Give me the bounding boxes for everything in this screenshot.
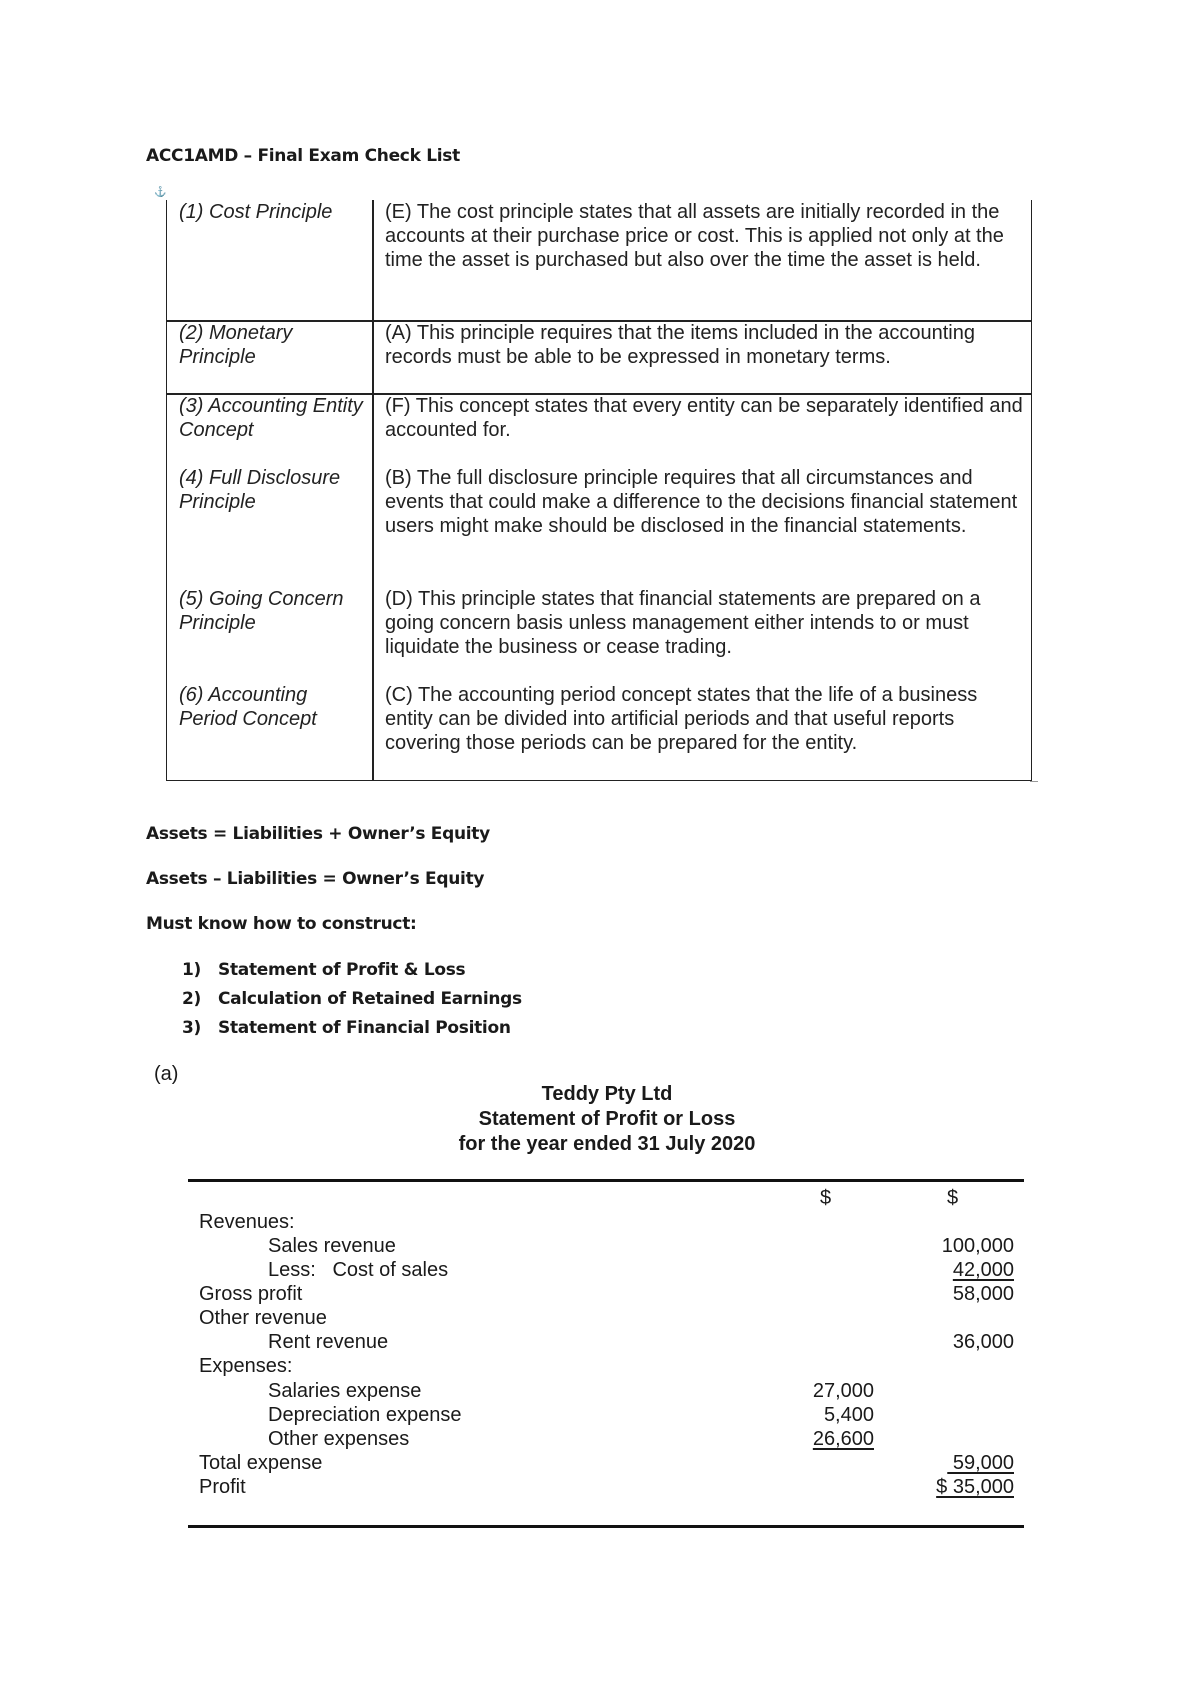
- statement-row: [188, 1258, 1024, 1282]
- part-label: (a): [154, 1063, 179, 1085]
- accounting-equation: Assets = Liabilities + Owner’s Equity: [146, 824, 490, 844]
- row-total: 58,000: [952, 1283, 1014, 1305]
- row-label: Revenues:: [199, 1211, 295, 1233]
- statement-row: [188, 1210, 1024, 1234]
- principle-definition: (F) This concept states that every entity can be separately identified and accounted for.: [385, 395, 1023, 441]
- page-title: ACC1AMD – Final Exam Check List: [146, 146, 460, 166]
- row-amount: 26,600: [812, 1428, 874, 1450]
- row-label: Less: Cost of sales: [268, 1259, 449, 1281]
- statement-title: Statement of Profit or Loss: [478, 1108, 736, 1130]
- statement-row: [188, 1451, 1024, 1475]
- row-total: $ 35,000: [936, 1476, 1014, 1498]
- principle-term: (5) Going Concern Principle: [179, 588, 344, 634]
- row-label: Expenses:: [199, 1355, 293, 1377]
- list-item: [182, 960, 465, 980]
- row-label: Depreciation expense: [268, 1404, 462, 1426]
- row-total: 42,000: [952, 1259, 1014, 1281]
- list-text: Statement of Financial Position: [218, 1018, 511, 1038]
- row-label: Other expenses: [268, 1428, 410, 1450]
- statement-company: Teddy Pty Ltd: [541, 1083, 673, 1105]
- statement-row: [188, 1306, 1024, 1330]
- currency-header: $: [820, 1187, 832, 1209]
- list-number: 2): [182, 989, 201, 1009]
- principles-table: [166, 200, 1032, 781]
- row-label: Total expense: [199, 1452, 323, 1474]
- statement-row: [188, 1379, 1024, 1403]
- must-know-label: Must know how to construct:: [146, 914, 417, 934]
- statement-top-rule: [188, 1179, 1024, 1182]
- principle-term: (4) Full Disclosure Principle: [179, 467, 341, 513]
- row-total: 36,000: [952, 1331, 1014, 1353]
- row-label: Salaries expense: [268, 1380, 422, 1402]
- list-number: 3): [182, 1018, 201, 1038]
- row-label: Rent revenue: [268, 1331, 389, 1353]
- principle-term: (1) Cost Principle: [179, 201, 333, 223]
- principle-definition: (A) This principle requires that the items included in the accounting records must be able to be expressed in monetary terms.: [385, 322, 975, 368]
- statement-row: [188, 1354, 1024, 1378]
- accounting-equation: Assets – Liabilities = Owner’s Equity: [146, 869, 485, 889]
- principle-definition: (B) The full disclosure principle requires that all circumstances and events that could make a difference to the decisions financial statement users might make should be disclosed in the financial statements.: [385, 467, 1018, 537]
- list-text: Calculation of Retained Earnings: [218, 989, 522, 1009]
- row-total: 59,000: [947, 1452, 1014, 1474]
- statement-row: [188, 1330, 1024, 1354]
- row-total: 100,000: [941, 1235, 1014, 1257]
- list-text: Statement of Profit & Loss: [218, 960, 466, 980]
- statement-bottom-rule: [188, 1525, 1024, 1528]
- statement-row: [188, 1282, 1024, 1306]
- list-item: [182, 1018, 511, 1038]
- list-item: [182, 989, 522, 1009]
- statement-row: [188, 1427, 1024, 1451]
- statement-row: [188, 1475, 1024, 1499]
- row-label: Gross profit: [199, 1283, 303, 1305]
- row-amount: 27,000: [812, 1380, 874, 1402]
- column-divider: [372, 200, 374, 780]
- principle-definition: (D) This principle states that financial statements are prepared on a going concern basis unless management either intends to or must liquidate the business or cease trading.: [385, 588, 981, 658]
- statement-period: for the year ended 31 July 2020: [458, 1133, 756, 1155]
- row-label: Sales revenue: [268, 1235, 396, 1257]
- principle-definition: (C) The accounting period concept states that the life of a business entity can be divided into artificial periods and that useful reports covering those periods can be prepared for the entity.: [385, 684, 978, 754]
- row-label: Profit: [199, 1476, 246, 1498]
- principle-term: (2) Monetary Principle: [179, 322, 293, 368]
- anchor-icon: ⚓: [154, 187, 167, 198]
- row-amount: 5,400: [823, 1404, 874, 1426]
- margin-mark: [1030, 781, 1038, 782]
- principle-term: (6) Accounting Period Concept: [179, 684, 317, 730]
- currency-header: $: [947, 1187, 959, 1209]
- principle-definition: (E) The cost principle states that all assets are initially recorded in the accounts at their purchase price or cost. This is applied not only at the time the asset is purchased but also over the time the asset is held.: [385, 201, 1004, 271]
- list-number: 1): [182, 960, 201, 980]
- statement-row: [188, 1403, 1024, 1427]
- row-label: Other revenue: [199, 1307, 327, 1329]
- statement-row: [188, 1234, 1024, 1258]
- principle-term: (3) Accounting Entity Concept: [179, 395, 363, 441]
